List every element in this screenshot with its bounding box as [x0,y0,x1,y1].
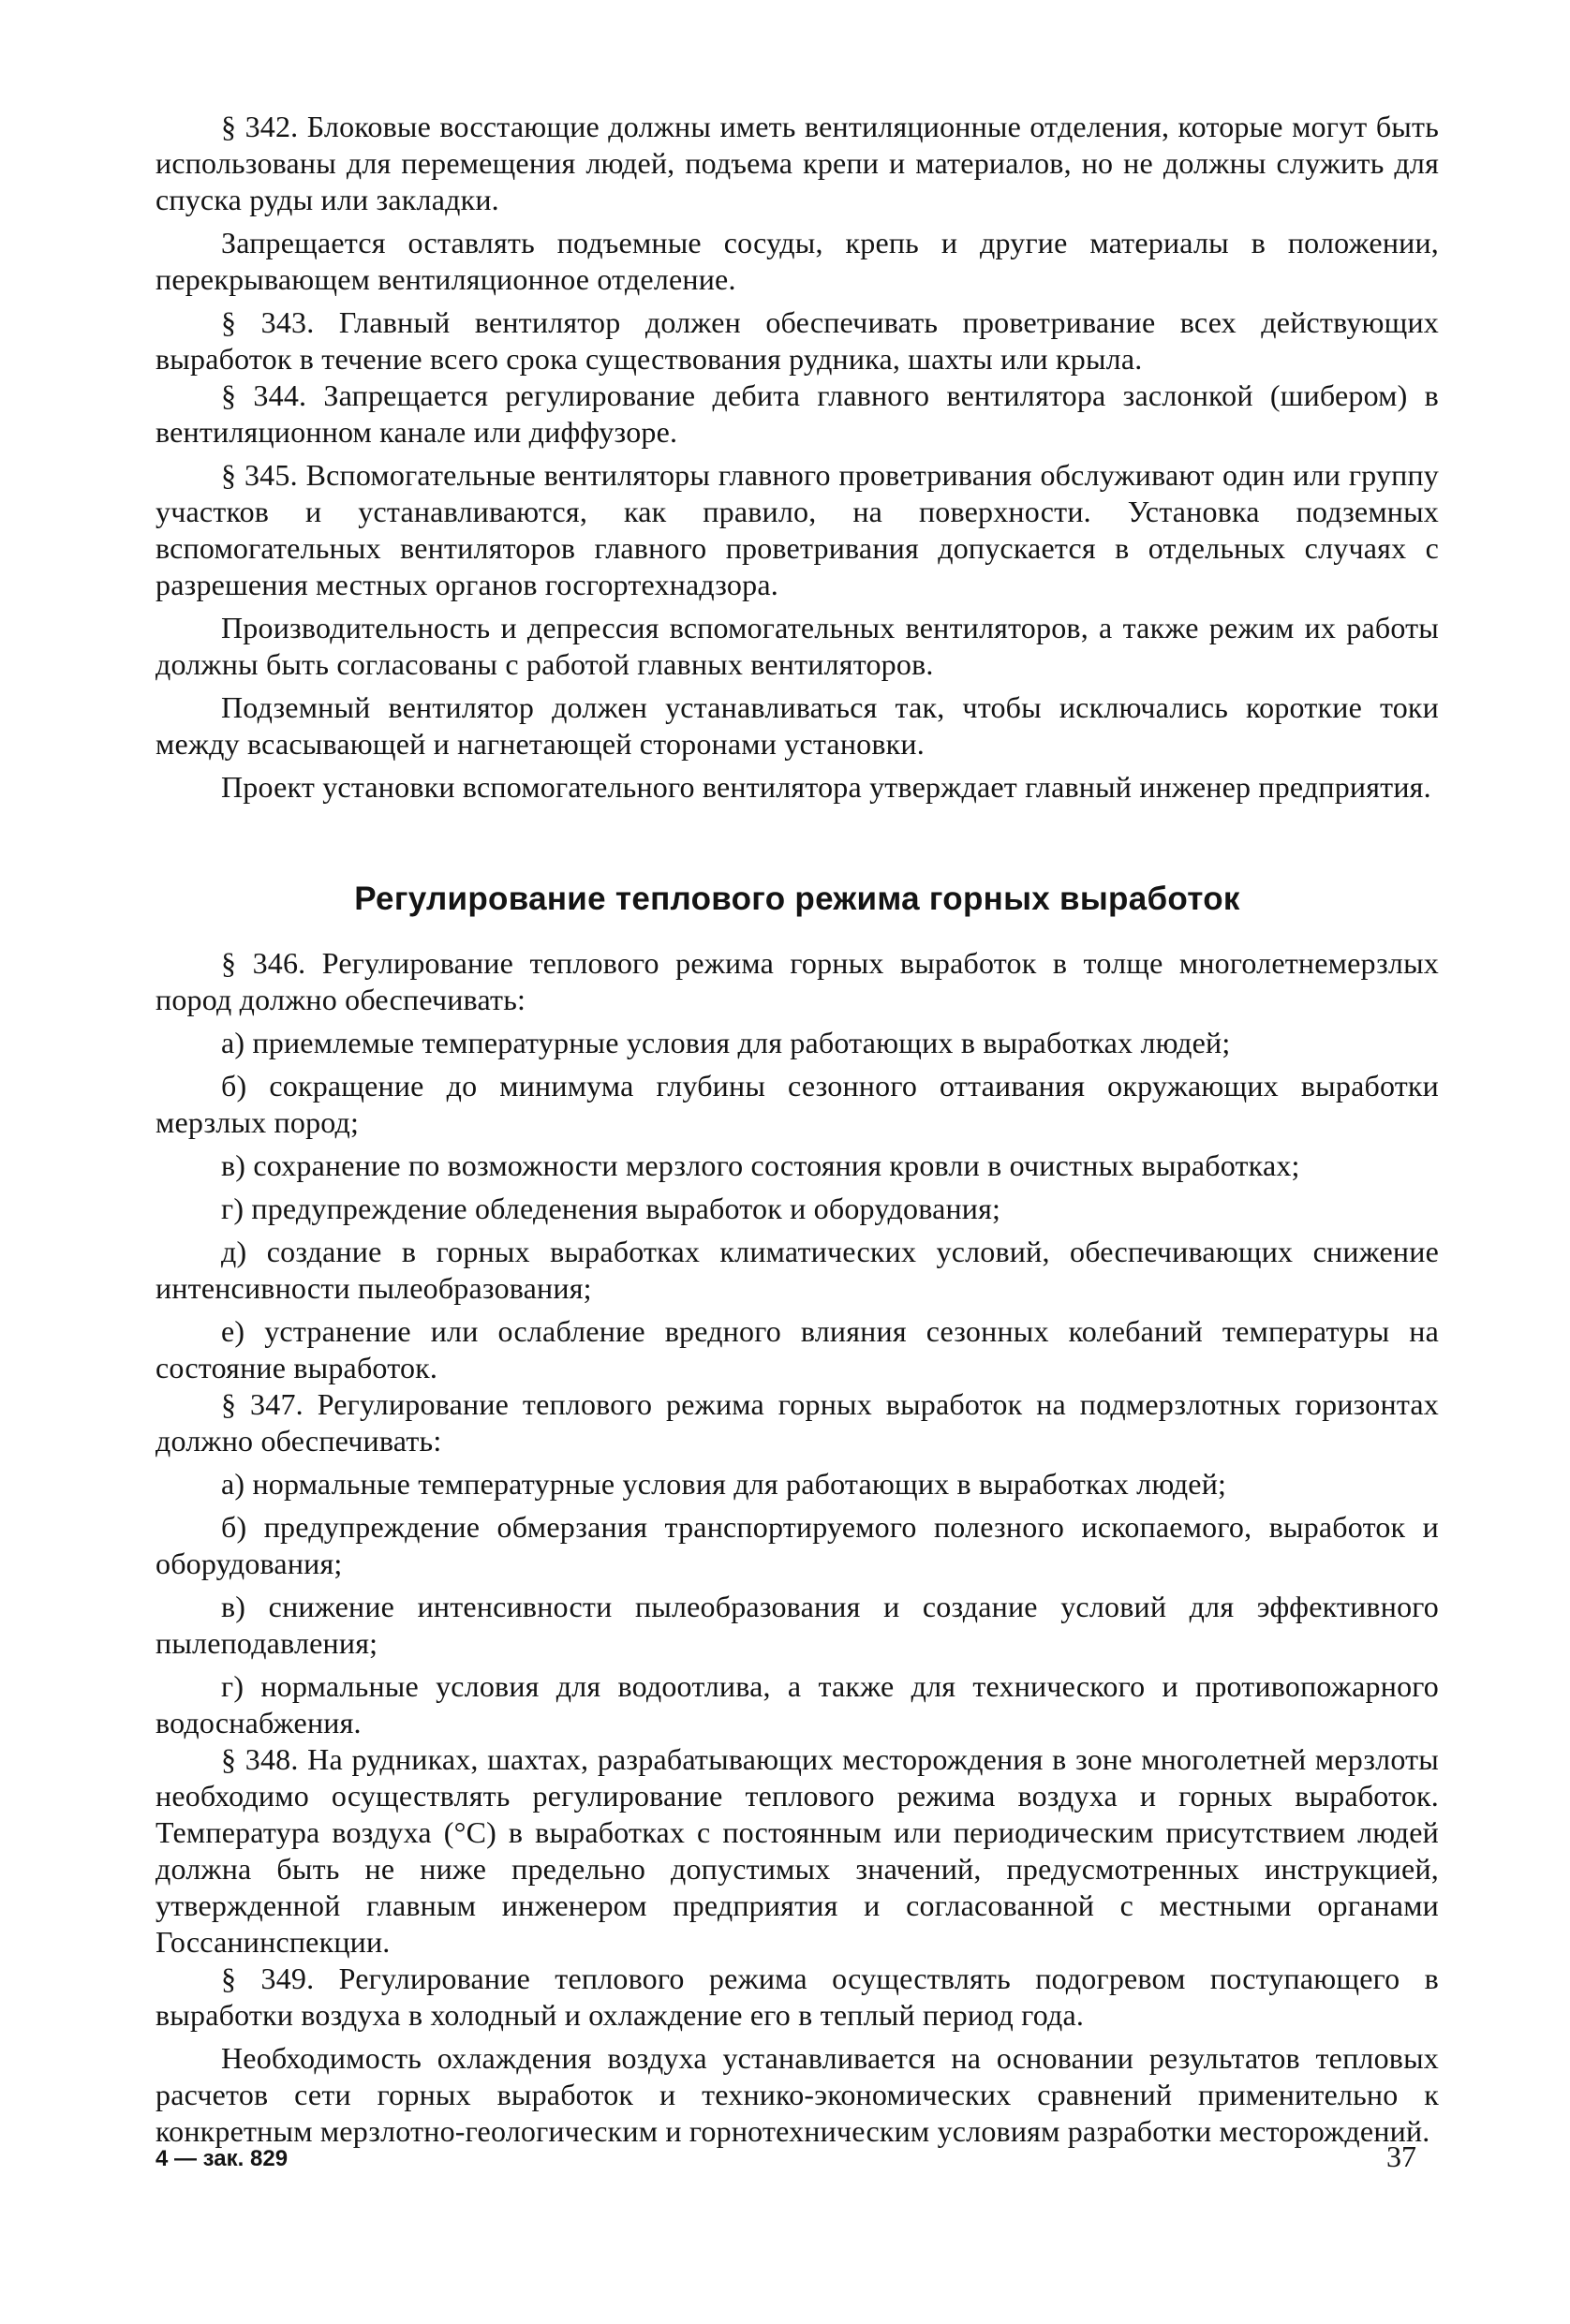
paragraph-347-g: г) нормальные условия для водоотлива, а также для технического и противопожарного водоснабжения. [156,1669,1439,1739]
paragraph-345: § 345. Вспомогательные вентиляторы главного проветривания обслуживают один или группу участков и устанавливаются, как правило, на поверхности. Установка подземных вспомогательных вентиляторов главного проветривания допускается в отдельных случаях с разрешения местных органов госгортехнадзора. [156,458,1439,601]
footer-order-number: 4 — зак. 829 [156,2146,289,2171]
paragraph-346: § 346. Регулирование теплового режима горных выработок в толще многолетнемерзлых пород должно обеспечивать: [156,946,1439,1016]
paragraph-347-a: а) нормальные температурные условия для работающих в выработках людей; [221,1467,1227,1501]
paragraph-346-a: а) приемлемые температурные условия для работающих в выработках людей; [221,1026,1231,1059]
paragraph-347: § 347. Регулирование теплового режима горных выработок на подмерзлотных горизонтах должно обеспечивать: [156,1387,1439,1458]
paragraph-344: § 344. Запрещается регулирование дебита главного вентилятора заслонкой (шибером) в вентиляционном канале или диффузоре. [156,378,1439,449]
paragraph-343: § 343. Главный вентилятор должен обеспечивать проветривание всех действующих выработок в течение всего срока существования рудника, шахты или крыла. [156,305,1439,376]
paragraph-345-performance: Производительность и депрессия вспомогательных вентиляторов, а также режим их работы должны быть согласованы с работой главных вентиляторов. [156,611,1439,681]
document-page [156,109,1439,2150]
paragraph-346-v: в) сохранение по возможности мерзлого состояния кровли в очистных выработках; [221,1148,1300,1182]
page-number: 37 [1386,2139,1416,2173]
paragraph-346-d: д) создание в горных выработках климатических условий, обеспечивающих снижение интенсивности пылеобразования; [156,1235,1439,1305]
paragraph-345-project: Проект установки вспомогательного вентилятора утверждает главный инженер предприятия. [221,770,1431,804]
paragraph-347-b: б) предупреждение обмерзания транспортируемого полезного ископаемого, выработок и оборудования; [156,1510,1439,1580]
paragraph-346-g: г) предупреждение обледенения выработок и оборудования; [221,1192,1001,1225]
paragraph-346-b: б) сокращение до минимума глубины сезонного оттаивания окружающих выработки мерзлых пород; [156,1069,1439,1139]
paragraph-347-v: в) снижение интенсивности пылеобразования и создание условий для эффективного пылеподавления; [156,1590,1439,1660]
paragraph-342-prohibition: Запрещается оставлять подъемные сосуды, крепь и другие материалы в положении, перекрывающем вентиляционное отделение. [156,226,1439,296]
section-heading: Регулирование теплового режима горных выработок [354,881,1240,917]
paragraph-349-cooling: Необходимость охлаждения воздуха устанавливается на основании результатов тепловых расчетов сети горных выработок и технико-экономических сравнений применительно к конкретным мерзлотно-геологическим и горнотехническим условиям разработки месторождений. [156,2041,1439,2148]
paragraph-346-e: е) устранение или ослабление вредного влияния сезонных колебаний температуры на состояние выработок. [156,1314,1439,1384]
paragraph-345-underground: Подземный вентилятор должен устанавливаться так, чтобы исключались короткие токи между всасывающей и нагнетающей сторонами установки. [156,690,1439,761]
paragraph-349: § 349. Регулирование теплового режима осуществлять подогревом поступающего в выработки воздуха в холодный и охлаждение его в теплый период года. [156,1961,1439,2032]
paragraph-348: § 348. На рудниках, шахтах, разрабатывающих месторождения в зоне многолетней мерзлоты необходимо осуществлять регулирование теплового режима воздуха и горных выработок. Температура воздуха (°С) в выработках с постоянным или периодическим присутствием людей должна быть не ниже предельно допустимых значений, предусмотренных инструкцией, утвержденной главным инженером предприятия и согласованной с местными органами Госсанинспекции. [156,1742,1439,1959]
paragraph-342: § 342. Блоковые восстающие должны иметь вентиляционные отделения, которые могут быть использованы для перемещения людей, подъема крепи и материалов, но не должны служить для спуска руды или закладки. [156,110,1439,216]
